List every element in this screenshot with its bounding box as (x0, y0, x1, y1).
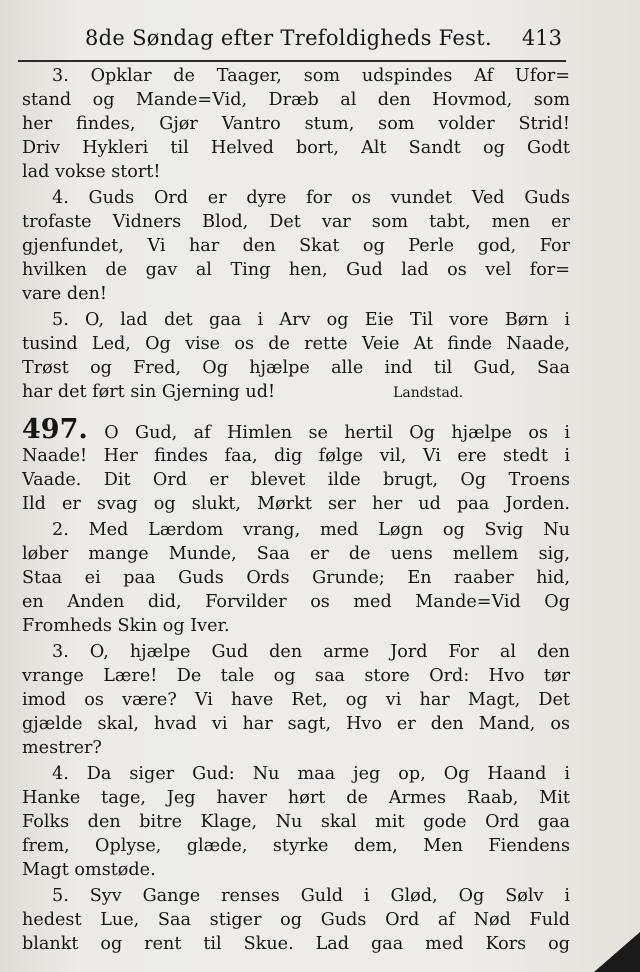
hymn-start-line: 497. O Gud, af Himlen se hertil Og hjælpe os i (22, 416, 570, 444)
hymn-number: 497. (22, 416, 88, 444)
text-line: mestrer? (22, 738, 102, 758)
page-number: 413 (521, 26, 562, 50)
text-line: Fromheds Skin og Iver. (22, 616, 230, 636)
text-line: hvilken de gav al Ting hen, Gud lad os vel for= (22, 260, 570, 280)
text-line: her findes, Gjør Vantro stum, som volder Strid! (22, 114, 570, 134)
author-signature: Landstad. (393, 385, 464, 401)
text-line: lad vokse stort! (22, 162, 161, 182)
text-line: 5. O, lad det gaa i Arv og Eie Til vore Børn i (52, 310, 570, 330)
text-line: løber mange Munde, Saa er de uens mellem sig, (22, 544, 570, 564)
text-line: vare den! (22, 284, 107, 304)
text-line: imod os være? Vi have Ret, og vi har Magt, Det (22, 690, 570, 710)
text-line: frem, Oplyse, glæde, styrke dem, Men Fiendens (22, 836, 570, 856)
text-line: 3. Opklar de Taager, som udspindes Af Ufor= (52, 66, 570, 86)
text-line: tusind Led, Og vise os de rette Veie At finde Naade, (22, 334, 570, 354)
page-corner-shadow (594, 932, 640, 972)
text-line: trofaste Vidners Blod, Det var som tabt, men er (22, 212, 570, 232)
text-line: Folks den bitre Klage, Nu skal mit gode Ord gaa (22, 812, 570, 832)
text-line: Magt omstøde. (22, 860, 156, 880)
text-line: Hanke tage, Jeg haver hørt de Armes Raab, Mit (22, 788, 570, 808)
header-title: 8de Søndag efter Trefoldigheds Fest. (85, 26, 492, 50)
text-line: Ild er svag og slukt, Mørkt ser her ud paa Jorden. (22, 494, 570, 514)
text-line: hedest Lue, Saa stiger og Guds Ord af Nød Fuld (22, 910, 570, 930)
text-line: Trøst og Fred, Og hjælpe alle ind til Gud, Saa (22, 358, 570, 378)
text-line: 5. Syv Gange renses Guld i Glød, Og Sølv i (52, 886, 570, 906)
text-line: blankt og rent til Skue. Lad gaa med Kors og (22, 934, 570, 954)
text-line: 3. O, hjælpe Gud den arme Jord For al den (52, 642, 570, 662)
text-line: 4. Guds Ord er dyre for os vundet Ved Guds (52, 188, 570, 208)
text-line: 2. Med Lærdom vrang, med Løgn og Svig Nu (52, 520, 570, 540)
text-line: Staa ei paa Guds Ords Grunde; En raaber hid, (22, 568, 570, 588)
text-line: gjenfundet, Vi har den Skat og Perle god, For (22, 236, 570, 256)
running-header (18, 20, 566, 62)
text-line: Naade! Her findes faa, dig følge vil, Vi ere stedt i (22, 446, 570, 466)
text-line: stand og Mande=Vid, Dræb al den Hovmod, som (22, 90, 570, 110)
text-line: vrange Lære! De tale og saa store Ord: Hvo tør (22, 666, 570, 686)
text-line: Driv Hykleri til Helved bort, Alt Sandt og Godt (22, 138, 570, 158)
text-line: gjælde skal, hvad vi har sagt, Hvo er den Mand, os (22, 714, 570, 734)
text-line: Vaade. Dit Ord er blevet ilde brugt, Og Troens (22, 470, 570, 490)
text-line: en Anden did, Forvilder os med Mande=Vid Og (22, 592, 570, 612)
text-line: har det ført sin Gjerning ud! Landstad. (22, 382, 464, 402)
text-line: 4. Da siger Gud: Nu maa jeg op, Og Haand i (52, 764, 570, 784)
